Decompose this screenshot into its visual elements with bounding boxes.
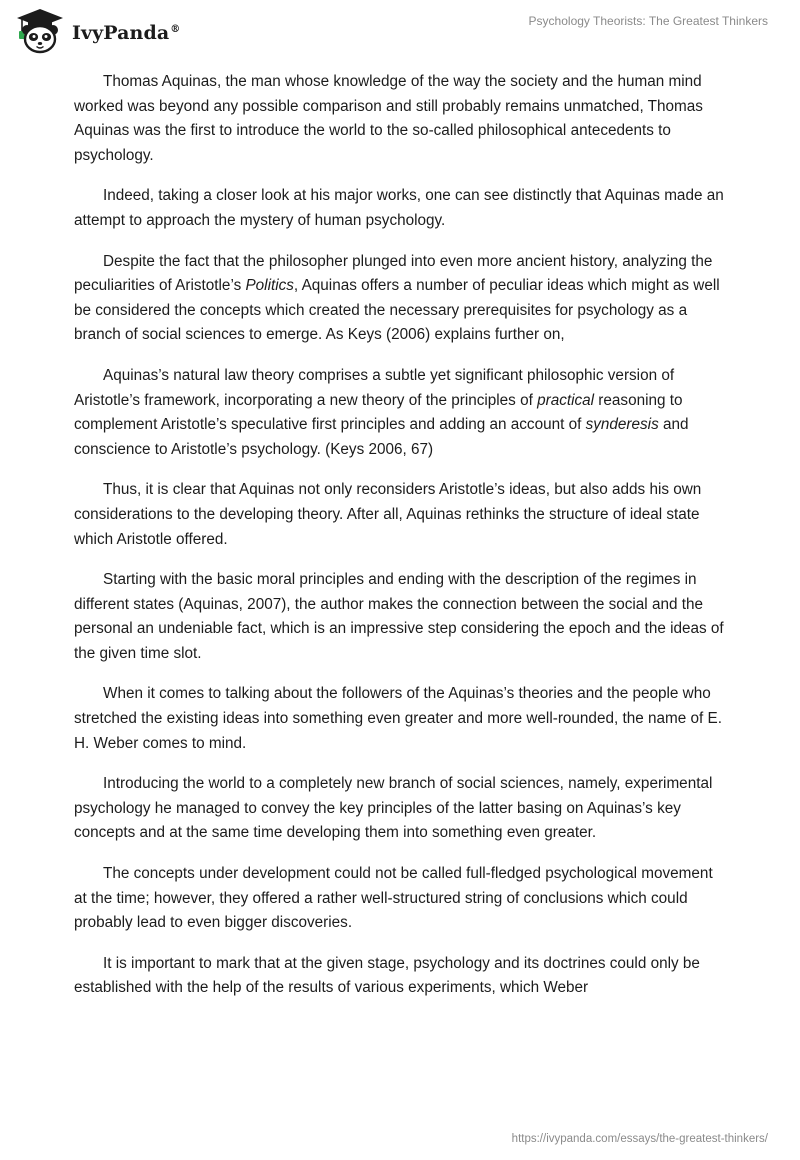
brand-name <box>72 22 180 44</box>
page-header <box>0 0 800 60</box>
paragraph-text: reasoning to complement Aristotle’s speculative first principles and adding an account of <box>74 391 683 434</box>
registered-mark: ® <box>170 23 181 35</box>
document-title: Psychology Theorists: The Greatest Thinkers <box>528 14 768 28</box>
paragraph-text: Aquinas’s natural law theory comprises a subtle yet significant philosophic version of Aristotle’s framework, incorporating a new theory of the principles of <box>74 366 675 409</box>
paragraph-text: , Aquinas offers a number of peculiar ideas which might as well be considered the concepts which created the necessary prerequisites for psychology as a branch of social sciences to emerge. As Keys (2006) explains further on, <box>74 277 720 344</box>
paragraph-text: Starting with the basic moral principles and ending with the description of the regimes in different states (Aquinas, 2007), the author makes the connection between the social and the personal an undeniable fact, which is an impressive step considering the epoch and the ideas of the given time slot. <box>74 571 724 662</box>
essay-paragraph <box>74 70 726 168</box>
paragraph-text: Thomas Aquinas, the man whose knowledge of the way the society and the human mind worked was beyond any possible comparison and still probably remains unmatched, Thomas Aquinas was the first to introduce the world to the so-called philosophical antecedents to psychology. <box>74 73 703 164</box>
paragraph-text: Introducing the world to a completely new branch of social sciences, namely, experimental psychology he managed to convey the key principles of the latter basing on Aquinas’s key concepts and at the same time developing them into something even greater. <box>74 775 713 842</box>
paragraph-text: and conscience to Aristotle’s psychology. (Keys 2006, 67) <box>74 416 689 458</box>
essay-paragraph <box>74 184 726 233</box>
paragraph-text: When it comes to talking about the followers of the Aquinas’s theories and the people who stretched the existing ideas into something even greater and more well-rounded, the name of E. H. Weber comes to mind. <box>74 685 722 752</box>
paragraph-text: The concepts under development could not be called full-fledged psychological movement at the time; however, they offered a rather well-structured string of conclusions which could probably lead to even bigger discoveries. <box>74 865 713 932</box>
essay-paragraph <box>74 952 726 1001</box>
essay-paragraph <box>74 862 726 936</box>
italic-text: practical <box>537 391 595 409</box>
source-url[interactable]: https://ivypanda.com/essays/the-greatest-thinkers/ <box>511 1133 768 1145</box>
essay-paragraph <box>74 568 726 666</box>
brand-name-text: IvyPanda <box>72 22 170 44</box>
essay-paragraph <box>74 250 726 348</box>
essay-paragraph <box>74 682 726 756</box>
italic-text: synderesis <box>585 416 659 434</box>
essay-paragraph <box>74 478 726 552</box>
italic-text: Politics <box>245 277 294 295</box>
essay-paragraph <box>74 364 726 462</box>
essay-body <box>74 70 726 1017</box>
paragraph-text: Indeed, taking a closer look at his major works, one can see distinctly that Aquinas made an attempt to approach the mystery of human psychology. <box>74 187 724 229</box>
paragraph-text: Despite the fact that the philosopher plunged into even more ancient history, analyzing the peculiarities of Aristotle’s <box>74 252 713 295</box>
paragraph-text: It is important to mark that at the given stage, psychology and its doctrines could only be established with the help of the results of various experiments, which Weber <box>74 954 700 997</box>
paragraph-text: Thus, it is clear that Aquinas not only reconsiders Aristotle’s ideas, but also adds his own considerations to the developing theory. After all, Aquinas rethinks the structure of ideal state which Aristotle offered. <box>74 481 702 548</box>
essay-paragraph <box>74 772 726 846</box>
brand-logo[interactable] <box>14 8 180 54</box>
panda-graduation-cap-icon <box>14 8 66 54</box>
